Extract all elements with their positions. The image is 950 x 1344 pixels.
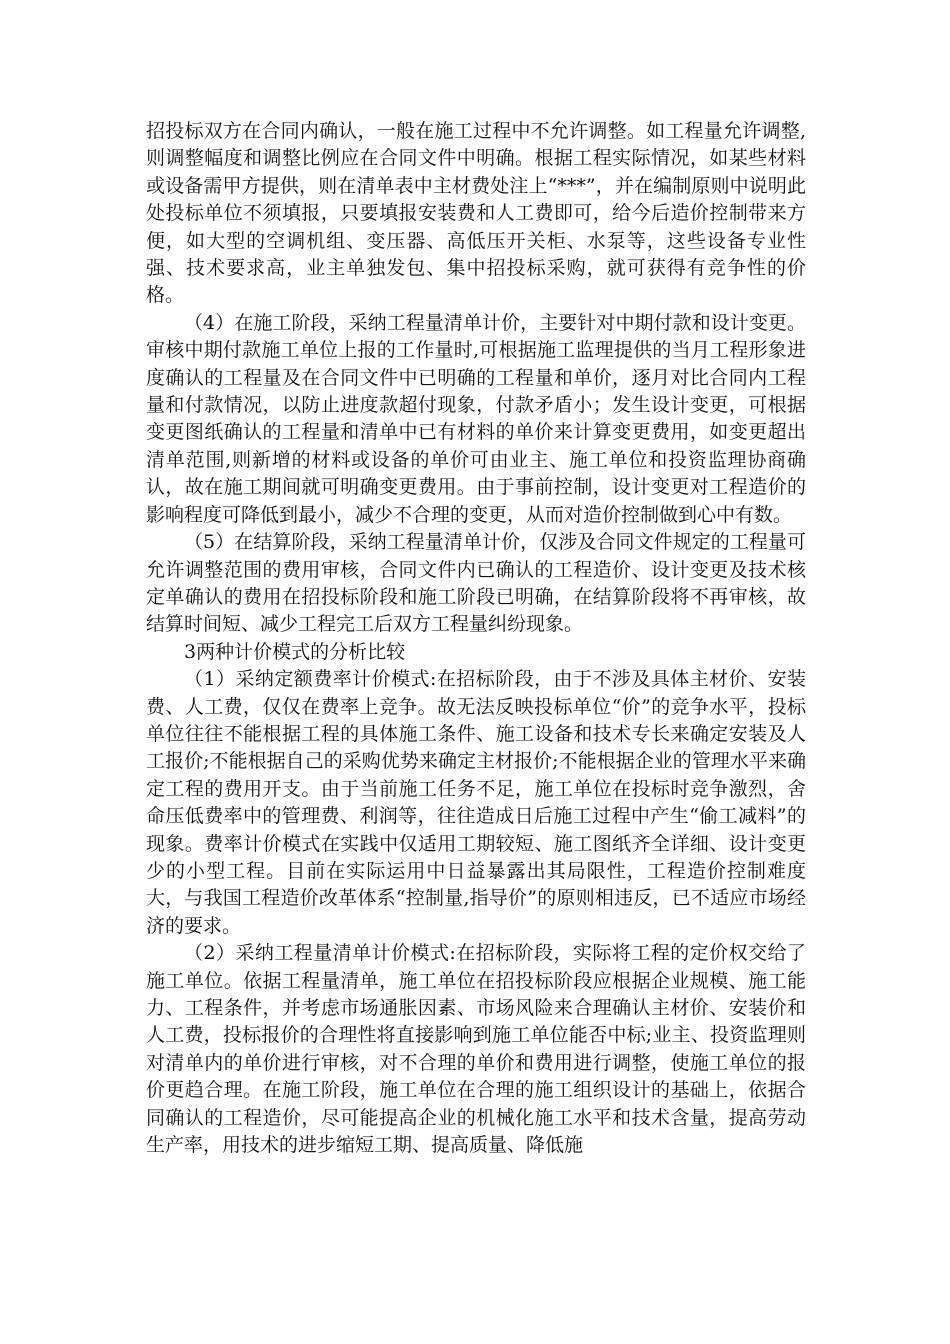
paragraph-settlement-stage: （5）在结算阶段，采纳工程量清单计价，仅涉及合同文件规定的工程量可允许调整范围的费用审核，合同文件内已确认的工程造价、设计变更及技术核定单确认的费用在招投标阶段和施工阶段已明确，在结算阶段将不再审核，故结算时间短、减少工程完工后双方工程量纠纷现象。 bbox=[146, 531, 806, 636]
paragraph-construction-stage: （4）在施工阶段，采纳工程量清单计价，主要针对中期付款和设计变更。审核中期付款施工单位上报的工作量时,可根据施工监理提供的当月工程形象进度确认的工程量及在合同文件中已明确的工程量和单价，逐月对比合同内工程量和付款情况，以防止进度款超付现象，付款矛盾小；发生设计变更，可根据变更图纸确认的工程量和清单中已有材料的单价来计算变更费用，如变更超出清单范围,则新增的材料或设备的单价可由业主、施工单位和投资监理协商确认，故在施工期间就可明确变更费用。由于事前控制，设计变更对工程造价的影响程度可降低到最小，减少不合理的变更，从而对造价控制做到心中有数。 bbox=[146, 311, 806, 526]
paragraph-quota-rate-model: （1）采纳定额费率计价模式:在招标阶段，由于不涉及具体主材价、安装费、人工费，仅仅在费率上竞争。故无法反映投标单位“价”的竞争水平，投标单位往往不能根据工程的具体施工条件、施工设备和技术专长来确定安装及人工报价;不能根据自己的采购优势来确定主材报价;不能根据企业的管理水平来确定工程的费用开支。由于当前施工任务不足，施工单位在投标时竞争激烈，舍命压低费率中的管理费、利润等，往往造成日后施工过程中产生“偷工减料”的现象。费率计价模式在实践中仅适用工期较短、施工图纸齐全详细、设计变更少的小型工程。目前在实际运用中日益暴露出其局限性，工程造价控制难度大，与我国工程造价改革体系“控制量,指导价”的原则相违反，已不适应市场经济的要求。 bbox=[146, 668, 806, 937]
paragraph-continuation: 招投标双方在合同内确认，一般在施工过程中不允许调整。如工程量允许调整,则调整幅度和调整比例应在合同文件中明确。根据工程实际情况，如某些材料或设备需甲方提供，则在清单表中主材费处注上“***”，并在编制原则中说明此处投标单位不须填报，只要填报安装费和人工费即可，给今后造价控制带来方便，如大型的空调机组、变压器、高低压开关柜、水泵等，这些设备专业性强、技术要求高，业主单独发包、集中招投标采购，就可获得有竞争性的价格。 bbox=[146, 120, 806, 307]
section-heading-3: 3两种计价模式的分析比较 bbox=[184, 640, 406, 663]
paragraph-bill-of-quantities-model: （2）采纳工程量清单计价模式:在招标阶段，实际将工程的定价权交给了施工单位。依据工程量清单，施工单位在招投标阶段应根据企业规模、施工能力、工程条件，并考虑市场通胀因素、市场风险来合理确认主材价、安装价和人工费，投标报价的合理性将直接影响到施工单位能否中标;业主、投资监理则对清单内的单价进行审核，对不合理的单价和费用进行调整，使施工单位的报价更趋合理。在施工阶段，施工单位在合理的施工组织设计的基础上，依据合同确认的工程造价，尽可能提高企业的机械化施工水平和技术含量，提高劳动生产率，用技术的进步缩短工期、提高质量、降低施 bbox=[146, 942, 806, 1157]
document-page bbox=[146, 118, 806, 1159]
